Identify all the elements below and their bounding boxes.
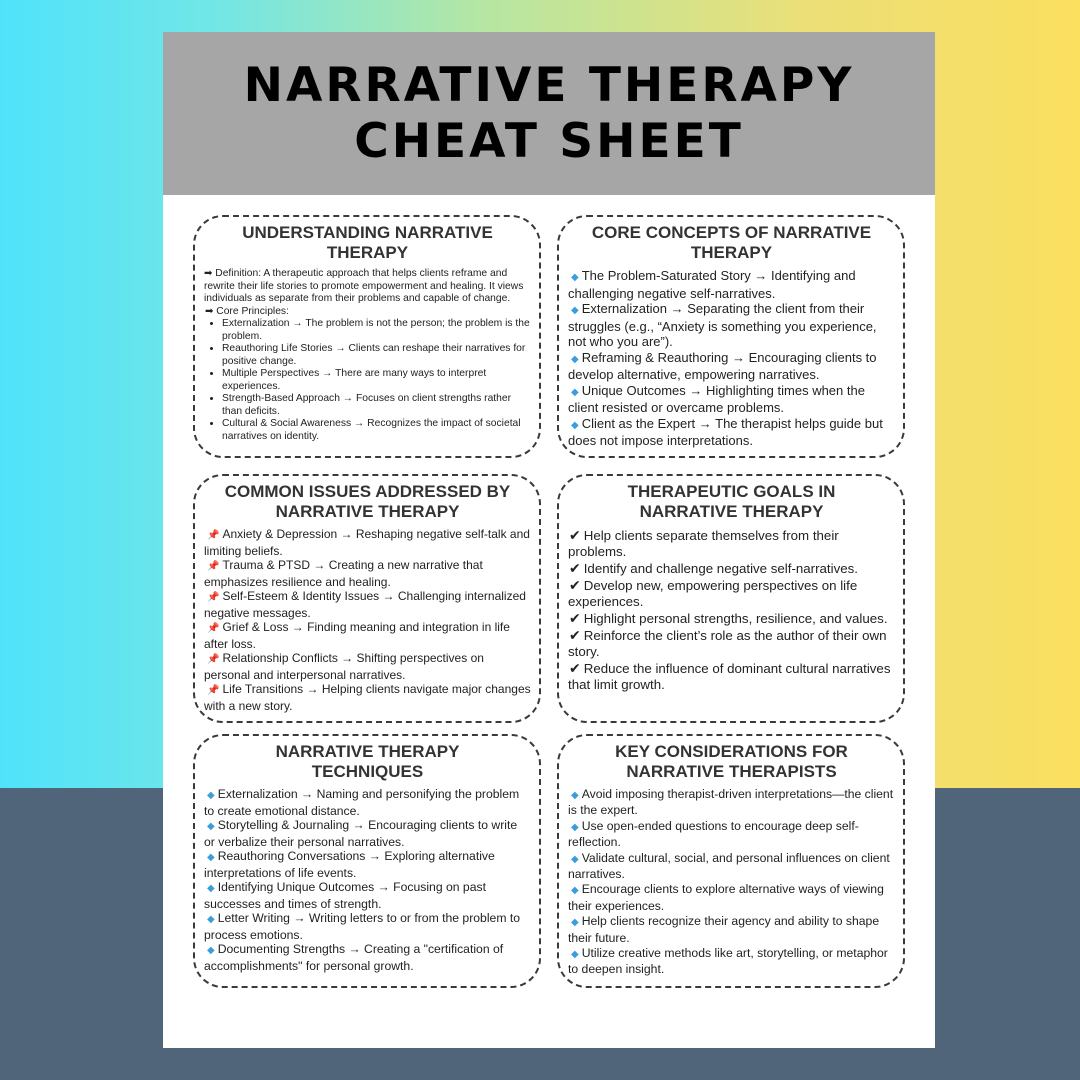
list-item [568, 914, 895, 946]
list-item [568, 660, 895, 693]
item-text: Letter Writing → Writing letters to or from the problem to process emotions. [204, 911, 521, 942]
list-item [568, 383, 895, 416]
pushpin-icon: 📌 [207, 592, 220, 603]
card-body [568, 787, 895, 978]
card-title: CORE CONCEPTS OF NARRATIVE THERAPY [591, 223, 872, 262]
blue-diamond-icon: ◆ [571, 949, 579, 961]
blue-diamond-icon: ◆ [571, 305, 579, 316]
item-text: Highlight personal strengths, resilience, and values. [583, 611, 888, 626]
blue-diamond-icon: ◆ [207, 821, 215, 832]
card-title: THERAPEUTIC GOALS IN NARRATIVE THERAPY [627, 482, 836, 521]
item-text: Reinforce the client’s role as the author of their own story. [568, 628, 887, 659]
list-item [204, 527, 531, 558]
pushpin-icon: 📌 [207, 685, 220, 696]
list-item: • Externalization → The problem is not the person; the problem is the problem. [222, 318, 531, 343]
item-text: Develop new, empowering perspectives on life experiences. [568, 578, 858, 609]
checkmark-icon: ✔ [569, 610, 581, 626]
card-techniques [193, 734, 541, 988]
item-text: Storytelling & Journaling → Encouraging clients to write or verbalize their personal narratives. [204, 818, 518, 849]
pushpin-icon: 📌 [207, 623, 220, 634]
blue-diamond-icon: ◆ [571, 386, 579, 398]
list-item [568, 882, 895, 914]
blue-diamond-icon: ◆ [207, 945, 215, 956]
item-text: Life Transitions → Helping clients navigate major changes with a new story. [204, 682, 531, 713]
list-item [568, 527, 895, 560]
item-text: Unique Outcomes → Highlighting times when the client resisted or overcame problems. [568, 382, 865, 415]
blue-diamond-icon: ◆ [571, 272, 579, 283]
list-item: • Reauthoring Life Stories → Clients can reshape their narratives for positive change. [222, 343, 531, 368]
blue-diamond-icon: ◆ [571, 821, 579, 833]
checkmark-icon: ✔ [569, 560, 581, 576]
item-text: Use open-ended questions to encourage deep self-reflection. [568, 818, 859, 850]
checkmark-icon: ✔ [569, 660, 581, 676]
card-therapeutic-goals [557, 474, 905, 723]
list-item [568, 416, 895, 449]
card-body [568, 268, 895, 449]
list-item [568, 610, 895, 627]
list-item [204, 787, 531, 818]
cheat-sheet-page [163, 32, 935, 1048]
card-title: COMMON ISSUES ADDRESSED BY NARRATIVE THERAPY [224, 482, 511, 521]
item-text: Identifying Unique Outcomes → Focusing on past successes and times of strength. [204, 880, 486, 911]
card-core-concepts [557, 215, 905, 458]
list-item: • Multiple Perspectives → There are many ways to interpret experiences. [222, 368, 531, 393]
blue-diamond-icon: ◆ [571, 790, 579, 801]
list-item [568, 577, 895, 610]
list-item [568, 787, 895, 819]
list-item [568, 301, 895, 350]
card-body [204, 268, 531, 443]
item-text: Trauma & PTSD → Creating a new narrative that emphasizes resilience and healing. [204, 558, 483, 589]
item-text: Reframing & Reauthoring → Encouraging clients to develop alternative, empowering narratives. [568, 349, 877, 382]
list-item [568, 946, 895, 978]
item-text: Grief & Loss → Finding meaning and integration in life after loss. [204, 620, 510, 651]
blue-diamond-icon: ◆ [571, 353, 579, 365]
core-principles-label: Core Principles: [216, 305, 289, 317]
item-text: Identify and challenge negative self-narratives. [583, 561, 858, 576]
pushpin-icon: 📌 [207, 530, 220, 541]
item-text: Help clients separate themselves from their problems. [568, 528, 839, 559]
pushpin-icon: 📌 [207, 654, 220, 665]
list-item [204, 589, 531, 620]
sheet-header [163, 32, 935, 195]
card-common-issues [193, 474, 541, 723]
list-item: • Cultural & Social Awareness → Recognizes the impact of societal narratives on identity. [222, 418, 531, 443]
list-item [568, 268, 895, 301]
blue-diamond-icon: ◆ [207, 883, 215, 894]
item-text: Documenting Strengths → Creating a "certification of accomplishments" for personal growth. [204, 942, 504, 973]
list-item [568, 560, 895, 577]
list-item [204, 849, 531, 880]
checkmark-icon: ✔ [569, 577, 581, 593]
list-item [204, 880, 531, 911]
item-text: Anxiety & Depression → Reshaping negative self-talk and limiting beliefs. [204, 527, 530, 558]
blue-diamond-icon: ◆ [571, 419, 579, 431]
blue-diamond-icon: ◆ [571, 917, 579, 929]
item-text: Externalization → Naming and personifying the problem to create emotional distance. [204, 787, 520, 818]
list-item [204, 682, 531, 713]
list-item [204, 818, 531, 849]
card-understanding-narrative-therapy [193, 215, 541, 458]
card-title: UNDERSTANDING NARRATIVE THERAPY [242, 223, 493, 262]
list-item [204, 942, 531, 973]
list-item [204, 558, 531, 589]
list-item [568, 350, 895, 383]
item-text: Relationship Conflicts → Shifting perspectives on personal and interpersonal narratives. [204, 651, 484, 682]
item-text: Utilize creative methods like art, storytelling, or metaphor to deepen insight. [568, 946, 888, 977]
header-title-line-2: CHEAT SHEET [354, 113, 744, 169]
card-body [204, 527, 531, 713]
card-title: NARRATIVE THERAPY TECHNIQUES [275, 742, 460, 781]
item-text: Reduce the influence of dominant cultural narratives that limit growth. [568, 661, 891, 692]
item-text: Client as the Expert → The therapist helps guide but does not impose interpretations. [568, 415, 883, 448]
blue-diamond-icon: ◆ [207, 914, 215, 925]
item-text: Encourage clients to explore alternative ways of viewing their experiences. [568, 882, 884, 913]
checkmark-icon: ✔ [569, 627, 581, 643]
blue-diamond-icon: ◆ [571, 885, 579, 897]
header-title-line-1: NARRATIVE THERAPY [243, 57, 855, 113]
card-title: KEY CONSIDERATIONS FOR NARRATIVE THERAPISTS [615, 742, 848, 781]
arrow-right-icon: ➡ [205, 305, 214, 317]
arrow-right-icon: ➡ [204, 268, 213, 279]
card-body [568, 527, 895, 693]
list-item [204, 911, 531, 942]
item-text: Reauthoring Conversations → Exploring alternative interpretations of life events. [204, 849, 495, 880]
list-item [568, 851, 895, 883]
list-item [568, 819, 895, 851]
item-text: Self-Esteem & Identity Issues → Challenging internalized negative messages. [204, 589, 526, 620]
card-key-considerations [557, 734, 905, 988]
core-principles-heading [204, 306, 531, 319]
definition-item [204, 268, 531, 306]
item-text: Avoid imposing therapist-driven interpretations—the client is the expert. [568, 787, 894, 818]
blue-diamond-icon: ◆ [571, 853, 579, 865]
list-item [568, 627, 895, 660]
list-item [204, 651, 531, 682]
definition-text: Definition: A therapeutic approach that helps clients reframe and rewrite their life stories to promote empowerment and healing. It views individuals as separate from their problems and capable of change. [204, 268, 524, 304]
list-item: • Strength-Based Approach → Focuses on client strengths rather than deficits. [222, 393, 531, 418]
item-text: Externalization → Separating the client from their struggles (e.g., “Anxiety is something you experience, not who you are”). [568, 301, 877, 349]
item-text: Help clients recognize their agency and ability to shape their future. [568, 914, 880, 945]
list-item [204, 620, 531, 651]
item-text: The Problem-Saturated Story → Identifying and challenging negative self-narratives. [568, 268, 856, 301]
item-text: Validate cultural, social, and personal influences on client narratives. [568, 850, 890, 882]
card-body [204, 787, 531, 973]
pushpin-icon: 📌 [207, 561, 220, 572]
blue-diamond-icon: ◆ [207, 852, 215, 863]
core-principles-list [204, 318, 531, 443]
blue-diamond-icon: ◆ [207, 790, 215, 801]
checkmark-icon: ✔ [569, 527, 581, 543]
